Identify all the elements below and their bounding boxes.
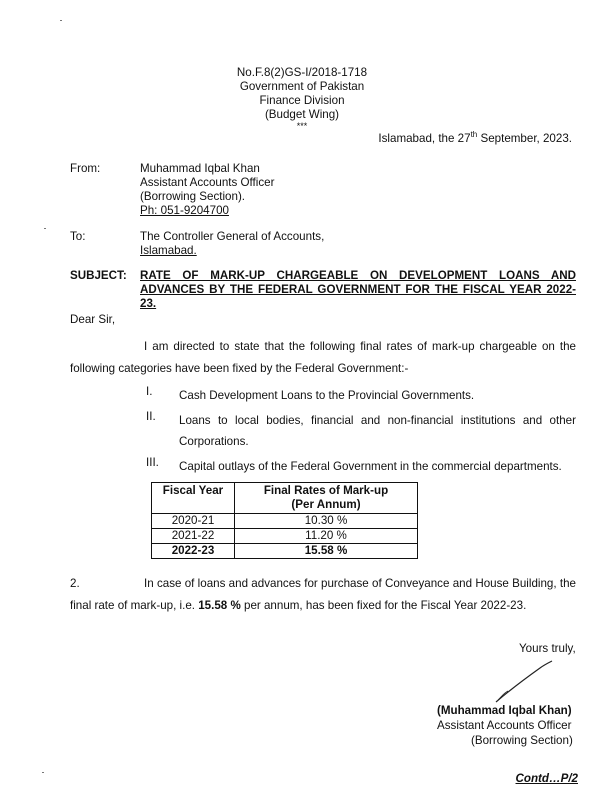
list-item — [146, 456, 576, 477]
paragraph-1-text: I am directed to state that the following final rates of mark-up chargeable on the following categories have been fixed by the Federal Government:- — [70, 340, 576, 375]
sender-name: Muhammad Iqbal Khan — [140, 162, 260, 175]
table-header-row — [152, 483, 418, 514]
paragraph-1 — [70, 336, 576, 380]
list-item-number: II. — [146, 410, 156, 423]
table-cell-rate: 10.30 % — [235, 514, 418, 529]
table-cell-year: 2022-23 — [152, 544, 235, 559]
from-label: From: — [70, 162, 101, 175]
letter-date — [378, 132, 572, 146]
continued-note: Contd…P/2 — [515, 772, 578, 785]
list-item-number: III. — [146, 456, 159, 469]
list-item-text: Loans to local bodies, financial and non-financial institutions and other Corporations. — [179, 414, 576, 448]
signatory-designation: Assistant Accounts Officer — [437, 719, 572, 732]
from-block — [140, 162, 274, 218]
paragraph-2-text-a: In case of loans and advances for purchase of Conveyance and House Building, the final rate of mark-up, i.e. — [70, 577, 576, 612]
header-stars: *** — [296, 121, 308, 131]
letter-header — [0, 66, 604, 131]
division: Finance Division — [259, 94, 345, 107]
file-number: No.F.8(2)GS-I/2018-1718 — [236, 66, 368, 79]
list-item-text: Capital outlays of the Federal Government in the commercial departments. — [179, 460, 562, 473]
column-header-rates-line2: (Per Annum) — [291, 498, 361, 511]
subject-label: SUBJECT: — [70, 269, 127, 282]
sender-phone: Ph: 051-9204700 — [140, 204, 229, 217]
sender-designation: Assistant Accounts Officer — [140, 176, 275, 189]
wing: (Budget Wing) — [264, 108, 340, 121]
table-cell-year: 2020-21 — [152, 514, 235, 529]
column-header-rates-line1: Final Rates of Mark-up — [263, 484, 389, 497]
list-item-number: I. — [146, 385, 153, 398]
scan-speck — [60, 20, 62, 21]
paragraph-2-text-b: per annum, has been fixed for the Fiscal Year 2022-23. — [240, 599, 527, 612]
date-suffix: th — [470, 130, 478, 140]
salutation: Dear Sir, — [70, 313, 116, 326]
date-prefix: Islamabad, the 27 — [378, 132, 471, 145]
to-label: To: — [70, 230, 86, 243]
closing: Yours truly, — [519, 642, 576, 655]
list-item — [146, 385, 576, 406]
sender-section: (Borrowing Section). — [140, 190, 246, 203]
recipient-line2: Islamabad. — [140, 244, 197, 257]
table-row — [152, 544, 418, 559]
column-header-fiscal-year: Fiscal Year — [152, 483, 235, 514]
organization: Government of Pakistan — [239, 80, 365, 93]
scan-speck — [42, 772, 44, 773]
subject-text: RATE OF MARK-UP CHARGEABLE ON DEVELOPMENT LOANS AND ADVANCES BY THE FEDERAL GOVERNMENT FOR THE FISCAL YEAR 2022-23. — [140, 269, 576, 310]
signature — [492, 660, 556, 704]
list-item-text: Cash Development Loans to the Provincial Governments. — [179, 389, 475, 402]
list-item — [146, 410, 576, 452]
table-row — [152, 529, 418, 544]
table-cell-year: 2021-22 — [152, 529, 235, 544]
column-header-rates — [235, 483, 418, 514]
category-list — [146, 385, 576, 481]
paragraph-2-rate: 15.58 % — [198, 599, 241, 612]
date-rest: September, 2023. — [477, 132, 572, 145]
table-cell-rate: 15.58 % — [235, 544, 418, 559]
table-row — [152, 514, 418, 529]
table-cell-rate: 11.20 % — [235, 529, 418, 544]
to-block — [140, 230, 324, 258]
recipient-line1: The Controller General of Accounts, — [140, 230, 325, 243]
signatory-block — [437, 703, 573, 748]
scan-speck — [44, 228, 46, 229]
signatory-name: (Muhammad Iqbal Khan) — [437, 704, 572, 717]
markup-rates-table — [151, 482, 418, 559]
signatory-section: (Borrowing Section) — [471, 734, 573, 747]
paragraph-2-number: 2. — [70, 577, 80, 590]
paragraph-2 — [70, 573, 576, 617]
